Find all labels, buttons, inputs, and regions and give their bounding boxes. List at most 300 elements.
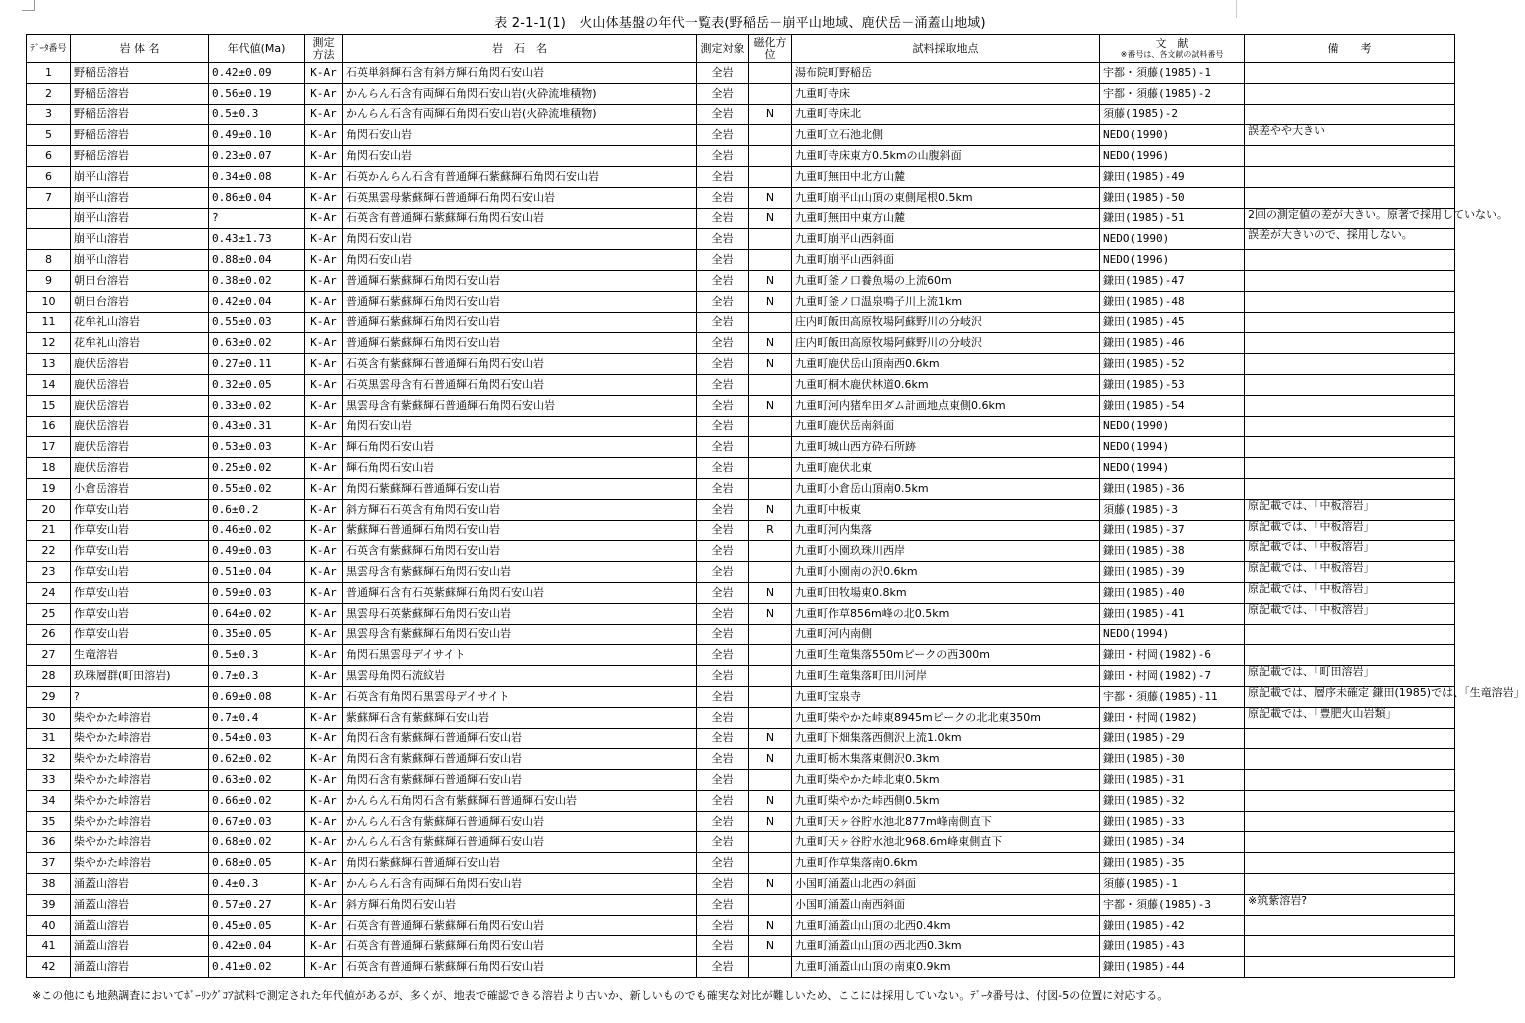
cell-mag: N [749, 104, 792, 125]
cell-loc: 九重町中板東 [792, 499, 1100, 520]
cell-age: 0.32±0.05 [209, 374, 305, 395]
table-row [27, 395, 1455, 416]
cell-loc: 九重町崩平山西斜面 [792, 229, 1100, 250]
cell-body: 作草安山岩 [71, 541, 209, 562]
cell-loc: 九重町鹿伏岳山頂南西0.6km [792, 354, 1100, 375]
cell-note [1245, 957, 1455, 978]
cell-rock: 紫蘇輝石普通輝石角閃石安山岩 [343, 520, 697, 541]
header-ref-label: 文 献 [1155, 37, 1189, 50]
cell-age: 0.41±0.02 [209, 957, 305, 978]
cell-rock: 石英含有普通輝石紫蘇輝石角閃石安山岩 [343, 936, 697, 957]
cell-mag: N [749, 790, 792, 811]
cell-target: 全岩 [697, 333, 749, 354]
cell-age: 0.57±0.27 [209, 894, 305, 915]
cell-age: 0.25±0.02 [209, 458, 305, 479]
cell-num: 32 [27, 749, 71, 770]
cell-rock: 角閃石安山岩 [343, 416, 697, 437]
cell-num: 34 [27, 790, 71, 811]
table-row [27, 125, 1455, 146]
cell-note [1245, 187, 1455, 208]
cell-method: K-Ar [305, 894, 343, 915]
cell-method: K-Ar [305, 374, 343, 395]
table-row [27, 541, 1455, 562]
cell-loc: 九重町栃木集落東側沢0.3km [792, 749, 1100, 770]
cell-method: K-Ar [305, 478, 343, 499]
cell-target: 全岩 [697, 520, 749, 541]
cell-num: 31 [27, 728, 71, 749]
cell-body: 玖珠層群(町田溶岩) [71, 666, 209, 687]
header-body: 岩 体 名 [71, 35, 209, 63]
cell-num: 6 [27, 166, 71, 187]
cell-num: 20 [27, 499, 71, 520]
cell-target: 全岩 [697, 582, 749, 603]
cell-target: 全岩 [697, 395, 749, 416]
header-ref-sub: ※番号は、各文献の試料番号 [1120, 50, 1224, 59]
cell-body: 作草安山岩 [71, 603, 209, 624]
cell-ref: 鎌田(1985)-43 [1100, 936, 1245, 957]
cell-mag [749, 458, 792, 479]
cell-note [1245, 478, 1455, 499]
cell-num: 25 [27, 603, 71, 624]
cell-target: 全岩 [697, 146, 749, 167]
cell-rock: かんらん石角閃石含有紫蘇輝石普通輝石安山岩 [343, 790, 697, 811]
cell-body: 野稲岳溶岩 [71, 146, 209, 167]
cell-note [1245, 333, 1455, 354]
header-target: 測定対象 [697, 35, 749, 63]
cell-loc: 九重町寺床北 [792, 104, 1100, 125]
cell-note [1245, 416, 1455, 437]
cell-target: 全岩 [697, 63, 749, 84]
cell-method: K-Ar [305, 790, 343, 811]
cell-age: 0.34±0.08 [209, 166, 305, 187]
cell-target: 全岩 [697, 166, 749, 187]
cell-num: 33 [27, 770, 71, 791]
cell-age: 0.62±0.02 [209, 749, 305, 770]
cell-method: K-Ar [305, 957, 343, 978]
cell-loc: 九重町無田中東方山麓 [792, 208, 1100, 229]
cell-loc: 九重町立石池北側 [792, 125, 1100, 146]
cell-note [1245, 874, 1455, 895]
cell-mag: N [749, 874, 792, 895]
cell-method: K-Ar [305, 915, 343, 936]
cell-mag: N [749, 728, 792, 749]
cell-ref: 鎌田(1985)-45 [1100, 312, 1245, 333]
cell-method: K-Ar [305, 333, 343, 354]
cell-num: 39 [27, 894, 71, 915]
cell-ref: NEDO(1996) [1100, 250, 1245, 271]
cell-num: 14 [27, 374, 71, 395]
cell-method: K-Ar [305, 437, 343, 458]
cell-rock: 石英単斜輝石含有斜方輝石角閃石安山岩 [343, 63, 697, 84]
cell-mag: R [749, 520, 792, 541]
cell-target: 全岩 [697, 957, 749, 978]
cell-body: 朝日台溶岩 [71, 291, 209, 312]
cell-mag [749, 770, 792, 791]
cell-loc: 湯布院町野稲岳 [792, 63, 1100, 84]
cell-target: 全岩 [697, 874, 749, 895]
header-row [27, 35, 1455, 63]
cell-age: 0.49±0.10 [209, 125, 305, 146]
cell-ref: 宇都・須藤(1985)-2 [1100, 83, 1245, 104]
cell-num: 18 [27, 458, 71, 479]
table-row [27, 686, 1455, 707]
cell-num: 38 [27, 874, 71, 895]
cell-ref: 鎌田(1985)-35 [1100, 853, 1245, 874]
cell-note [1245, 374, 1455, 395]
table-title: 表 2-1-1(1) 火山体基盤の年代一覧表(野稲岳－崩平山地域、鹿伏岳－涌蓋山地域) [494, 16, 986, 31]
cell-mag [749, 645, 792, 666]
cell-age: 0.66±0.02 [209, 790, 305, 811]
cell-method: K-Ar [305, 582, 343, 603]
table-row [27, 416, 1455, 437]
cell-method: K-Ar [305, 624, 343, 645]
cell-mag: N [749, 936, 792, 957]
cell-ref: NEDO(1994) [1100, 458, 1245, 479]
cell-target: 全岩 [697, 312, 749, 333]
cell-body: 涌蓋山溶岩 [71, 894, 209, 915]
cell-num: 42 [27, 957, 71, 978]
cell-ref: 宇都・須藤(1985)-3 [1100, 894, 1245, 915]
cell-method: K-Ar [305, 354, 343, 375]
cell-note: 原記載では、「中板溶岩」 [1245, 499, 1455, 520]
cell-num: 27 [27, 645, 71, 666]
cell-method: K-Ar [305, 936, 343, 957]
header-age: 年代値(Ma) [209, 35, 305, 63]
cell-method: K-Ar [305, 541, 343, 562]
cell-mag: N [749, 582, 792, 603]
cell-note [1245, 936, 1455, 957]
cell-age: 0.86±0.04 [209, 187, 305, 208]
cell-num: 9 [27, 270, 71, 291]
cell-method: K-Ar [305, 811, 343, 832]
cell-age: 0.6±0.2 [209, 499, 305, 520]
cell-body: 作草安山岩 [71, 562, 209, 583]
cell-mag [749, 166, 792, 187]
table-row [27, 562, 1455, 583]
table-row [27, 582, 1455, 603]
cell-body: 崩平山溶岩 [71, 187, 209, 208]
table-row [27, 250, 1455, 271]
cell-note [1245, 312, 1455, 333]
cell-loc: 九重町生竜集落町田川河岸 [792, 666, 1100, 687]
table-row [27, 478, 1455, 499]
cell-target: 全岩 [697, 603, 749, 624]
cell-note: 2回の測定値の差が大きい。原著で採用していない。 [1245, 208, 1455, 229]
cell-ref: NEDO(1990) [1100, 416, 1245, 437]
cell-note [1245, 166, 1455, 187]
cell-ref: 鎌田(1985)-41 [1100, 603, 1245, 624]
table-row [27, 354, 1455, 375]
cell-body: 涌蓋山溶岩 [71, 915, 209, 936]
cell-target: 全岩 [697, 624, 749, 645]
cell-ref: 鎌田(1985)-40 [1100, 582, 1245, 603]
header-loc: 試料採取地点 [792, 35, 1100, 63]
cell-method: K-Ar [305, 520, 343, 541]
cell-body: 柴やかた峠溶岩 [71, 853, 209, 874]
cell-body: 生竜溶岩 [71, 645, 209, 666]
cell-mag [749, 146, 792, 167]
header-method: 測定方法 [305, 35, 343, 63]
cell-ref: 鎌田(1985)-30 [1100, 749, 1245, 770]
cell-age: 0.43±1.73 [209, 229, 305, 250]
cell-ref: NEDO(1994) [1100, 437, 1245, 458]
cell-loc: 九重町天ヶ谷貯水池北968.6m峰東側直下 [792, 832, 1100, 853]
table-row [27, 603, 1455, 624]
cell-body: 鹿伏岳溶岩 [71, 458, 209, 479]
cell-loc: 九重町鹿伏北東 [792, 458, 1100, 479]
table-row [27, 520, 1455, 541]
cell-rock: かんらん石含有紫蘇輝石普通輝石安山岩 [343, 832, 697, 853]
cell-loc: 九重町小倉岳山頂南0.5km [792, 478, 1100, 499]
cell-rock: 石英含有紫蘇輝石普通輝石角閃石安山岩 [343, 354, 697, 375]
cell-method: K-Ar [305, 749, 343, 770]
table-row [27, 915, 1455, 936]
cell-ref: 鎌田・村岡(1982)-6 [1100, 645, 1245, 666]
cell-loc: 九重町生竜集落550mピークの西300m [792, 645, 1100, 666]
cell-mag: N [749, 208, 792, 229]
cell-target: 全岩 [697, 187, 749, 208]
cell-target: 全岩 [697, 541, 749, 562]
cell-num: 5 [27, 125, 71, 146]
cell-note: 原記載では、「中板溶岩」 [1245, 541, 1455, 562]
cell-num: 19 [27, 478, 71, 499]
cell-age: 0.68±0.05 [209, 853, 305, 874]
cell-target: 全岩 [697, 229, 749, 250]
cell-body: 涌蓋山溶岩 [71, 936, 209, 957]
cell-mag [749, 437, 792, 458]
cell-target: 全岩 [697, 770, 749, 791]
cell-rock: 普通輝石紫蘇輝石角閃石安山岩 [343, 291, 697, 312]
cell-ref: 須藤(1985)-2 [1100, 104, 1245, 125]
cell-age: 0.38±0.02 [209, 270, 305, 291]
cell-num [27, 208, 71, 229]
cell-body: 作草安山岩 [71, 582, 209, 603]
cell-body: 花牟礼山溶岩 [71, 333, 209, 354]
cell-method: K-Ar [305, 499, 343, 520]
cell-target: 全岩 [697, 894, 749, 915]
cell-loc: 九重町寺床 [792, 83, 1100, 104]
cell-num: 16 [27, 416, 71, 437]
cell-loc: 九重町柴やかた峠西側0.5km [792, 790, 1100, 811]
cell-rock: 石英黒雲母紫蘇輝石普通輝石角閃石安山岩 [343, 187, 697, 208]
cell-loc: 九重町寺床東方0.5kmの山腹斜面 [792, 146, 1100, 167]
cell-method: K-Ar [305, 83, 343, 104]
cell-note [1245, 270, 1455, 291]
cell-rock: 角閃石安山岩 [343, 146, 697, 167]
cell-loc: 九重町小園南の沢0.6km [792, 562, 1100, 583]
cell-target: 全岩 [697, 437, 749, 458]
cell-method: K-Ar [305, 416, 343, 437]
cell-target: 全岩 [697, 374, 749, 395]
cell-ref: 鎌田・村岡(1982) [1100, 707, 1245, 728]
cell-loc: 九重町涌蓋山山頂の南東0.9km [792, 957, 1100, 978]
cell-num: 1 [27, 63, 71, 84]
cell-loc: 九重町作草856m峰の北0.5km [792, 603, 1100, 624]
cell-mag [749, 250, 792, 271]
cell-loc: 九重町柴やかた峠北東0.5km [792, 770, 1100, 791]
cell-target: 全岩 [697, 936, 749, 957]
cell-rock: 石英含有角閃石黒雲母デイサイト [343, 686, 697, 707]
cell-target: 全岩 [697, 749, 749, 770]
cell-num: 17 [27, 437, 71, 458]
cell-note [1245, 104, 1455, 125]
cell-ref: 鎌田(1985)-47 [1100, 270, 1245, 291]
cell-num: 30 [27, 707, 71, 728]
cell-mag: N [749, 499, 792, 520]
table-row [27, 437, 1455, 458]
cell-rock: 黒雲母含有紫蘇輝石普通輝石角閃石安山岩 [343, 395, 697, 416]
cell-method: K-Ar [305, 707, 343, 728]
cell-rock: 角閃石黒雲母デイサイト [343, 645, 697, 666]
cell-ref: NEDO(1990) [1100, 229, 1245, 250]
cell-target: 全岩 [697, 354, 749, 375]
cell-method: K-Ar [305, 166, 343, 187]
cell-rock: 輝石角閃石安山岩 [343, 458, 697, 479]
cell-rock: 角閃石含有紫蘇輝石普通輝石安山岩 [343, 770, 697, 791]
cell-target: 全岩 [697, 208, 749, 229]
cell-body: 作草安山岩 [71, 499, 209, 520]
cell-age: 0.33±0.02 [209, 395, 305, 416]
cell-body: 野稲岳溶岩 [71, 83, 209, 104]
cell-method: K-Ar [305, 770, 343, 791]
table-row [27, 874, 1455, 895]
cell-method: K-Ar [305, 229, 343, 250]
cell-note: 原記載では、「豊肥火山岩類」 [1245, 707, 1455, 728]
cell-note [1245, 83, 1455, 104]
cell-body: 柴やかた峠溶岩 [71, 832, 209, 853]
cell-target: 全岩 [697, 707, 749, 728]
table-row [27, 894, 1455, 915]
cell-age: ? [209, 208, 305, 229]
cell-rock: 斜方輝石石英含有角閃石安山岩 [343, 499, 697, 520]
cell-note: 原記載では、「中板溶岩」 [1245, 562, 1455, 583]
table-row [27, 104, 1455, 125]
cell-num: 35 [27, 811, 71, 832]
cell-target: 全岩 [697, 686, 749, 707]
cell-mag [749, 478, 792, 499]
cell-ref: 鎌田(1985)-33 [1100, 811, 1245, 832]
cell-body: 鹿伏岳溶岩 [71, 395, 209, 416]
cell-note [1245, 645, 1455, 666]
cell-rock: 斜方輝石角閃石安山岩 [343, 894, 697, 915]
cell-rock: 石英含有普通輝石紫蘇輝石角閃石安山岩 [343, 208, 697, 229]
cell-ref: 須藤(1985)-1 [1100, 874, 1245, 895]
cell-rock: 角閃石安山岩 [343, 250, 697, 271]
cell-num: 41 [27, 936, 71, 957]
cell-num: 22 [27, 541, 71, 562]
cell-body: 柴やかた峠溶岩 [71, 790, 209, 811]
cell-body: 崩平山溶岩 [71, 229, 209, 250]
cell-age: 0.67±0.03 [209, 811, 305, 832]
cell-mag [749, 63, 792, 84]
cell-note [1245, 790, 1455, 811]
cell-loc: 九重町河内南側 [792, 624, 1100, 645]
cell-target: 全岩 [697, 915, 749, 936]
cell-loc: 九重町崩平山山頂の東側尾根0.5km [792, 187, 1100, 208]
cell-body: 柴やかた峠溶岩 [71, 749, 209, 770]
cell-age: 0.59±0.03 [209, 582, 305, 603]
cell-mag [749, 312, 792, 333]
cell-method: K-Ar [305, 63, 343, 84]
cell-target: 全岩 [697, 291, 749, 312]
cell-target: 全岩 [697, 562, 749, 583]
cell-method: K-Ar [305, 125, 343, 146]
table-row [27, 707, 1455, 728]
cell-body: 鹿伏岳溶岩 [71, 374, 209, 395]
cell-method: K-Ar [305, 832, 343, 853]
table-row [27, 749, 1455, 770]
page-corner-mark [22, 0, 35, 11]
cell-method: K-Ar [305, 458, 343, 479]
cell-note: ※筑紫溶岩? [1245, 894, 1455, 915]
cell-body: 崩平山溶岩 [71, 166, 209, 187]
cell-num: 7 [27, 187, 71, 208]
cell-ref: 鎌田(1985)-36 [1100, 478, 1245, 499]
cell-loc: 九重町崩平山西斜面 [792, 250, 1100, 271]
cell-ref: 鎌田(1985)-51 [1100, 208, 1245, 229]
cell-method: K-Ar [305, 312, 343, 333]
cell-num: 11 [27, 312, 71, 333]
cell-age: 0.27±0.11 [209, 354, 305, 375]
cell-ref: 鎌田(1985)-32 [1100, 790, 1245, 811]
cell-loc: 九重町下畑集落西側沢上流1.0km [792, 728, 1100, 749]
cell-num: 13 [27, 354, 71, 375]
cell-ref: 鎌田(1985)-44 [1100, 957, 1245, 978]
cell-mag [749, 853, 792, 874]
table-row [27, 728, 1455, 749]
cell-num: 21 [27, 520, 71, 541]
table-row [27, 291, 1455, 312]
cell-ref: 鎌田(1985)-37 [1100, 520, 1245, 541]
cell-rock: 黒雲母含有紫蘇輝石角閃石安山岩 [343, 562, 697, 583]
cell-num: 28 [27, 666, 71, 687]
cell-rock: 石英含有紫蘇輝石角閃石安山岩 [343, 541, 697, 562]
cell-ref: 須藤(1985)-3 [1100, 499, 1245, 520]
cell-mag: N [749, 749, 792, 770]
cell-age: 0.54±0.03 [209, 728, 305, 749]
footer-note: ※この他にも地熱調査においてﾎﾞｰﾘﾝｸﾞｺｱ試料で測定された年代値があるが、多くが、地表で確認できる溶岩より古いか、新しいものでも確実な対比が難しいため、ここには採用していない。ﾃﾞｰﾀ番号は、付図-5の位置に対応する。 [32, 989, 1169, 1002]
cell-num [27, 229, 71, 250]
table-row [27, 936, 1455, 957]
cell-num: 6 [27, 146, 71, 167]
cell-age: 0.55±0.03 [209, 312, 305, 333]
cell-loc: 九重町柴やかた峠東8945mピークの北北東350m [792, 707, 1100, 728]
cell-target: 全岩 [697, 853, 749, 874]
cell-ref: 鎌田(1985)-42 [1100, 915, 1245, 936]
cell-target: 全岩 [697, 416, 749, 437]
cell-note [1245, 832, 1455, 853]
cell-mag: N [749, 603, 792, 624]
cell-mag [749, 832, 792, 853]
cell-body: 作草安山岩 [71, 624, 209, 645]
cell-mag [749, 957, 792, 978]
cell-method: K-Ar [305, 187, 343, 208]
cell-ref: 鎌田(1985)-34 [1100, 832, 1245, 853]
cell-note [1245, 63, 1455, 84]
table-row [27, 645, 1455, 666]
cell-method: K-Ar [305, 874, 343, 895]
cell-ref: 鎌田(1985)-48 [1100, 291, 1245, 312]
cell-num: 8 [27, 250, 71, 271]
age-table [26, 34, 1525, 978]
cell-mag [749, 894, 792, 915]
cell-ref: 宇都・須藤(1985)-11 [1100, 686, 1245, 707]
cell-loc: 九重町宝泉寺 [792, 686, 1100, 707]
cell-body: 崩平山溶岩 [71, 208, 209, 229]
cell-age: 0.63±0.02 [209, 770, 305, 791]
cell-body: 野稲岳溶岩 [71, 104, 209, 125]
cell-body: 崩平山溶岩 [71, 250, 209, 271]
